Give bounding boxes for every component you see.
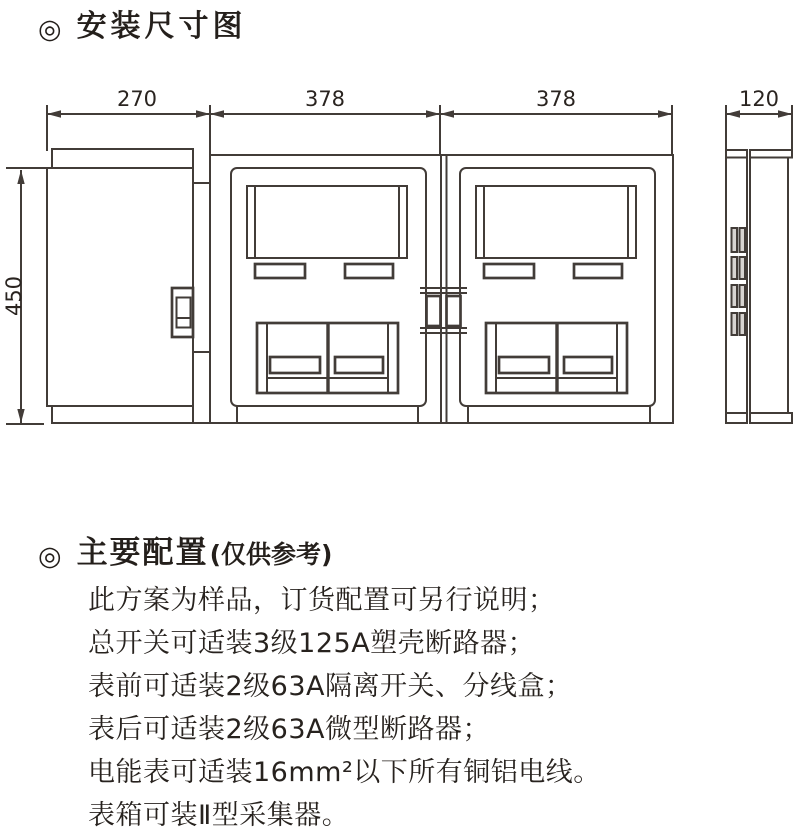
config-notes — [88, 579, 601, 837]
double-circle-bullet-icon: ◎ — [38, 541, 62, 572]
install-dim-title: 安装尺寸图 — [76, 9, 247, 44]
config-line-3: 表前可适装2级63A隔离开关、分线盒； — [88, 671, 573, 702]
dim-label-120: 120 — [738, 87, 780, 111]
dim-label-378-right: 378 — [535, 87, 577, 111]
side-view — [726, 150, 792, 423]
config-title: 主要配置 — [76, 535, 209, 571]
front-view-left-door — [47, 149, 210, 423]
config-subtitle: (仅供参考) — [209, 540, 333, 569]
dim-label-450: 450 — [2, 275, 26, 317]
meter-panel-right — [460, 168, 655, 406]
dim-label-378-left: 378 — [304, 87, 346, 111]
dim-label-270: 270 — [116, 87, 158, 111]
config-line-5: 电能表可适装16mm²以下所有铜铝电线。 — [88, 757, 601, 788]
meter-panel-left — [231, 168, 426, 406]
config-line-1: 此方案为样品，订货配置可另行说明； — [88, 585, 556, 616]
config-line-4: 表后可适装2级63A微型断路器； — [88, 714, 491, 745]
double-circle-bullet-icon: ◎ — [38, 14, 62, 45]
config-line-6: 表箱可装Ⅱ型采集器。 — [88, 800, 350, 831]
config-header — [38, 527, 332, 572]
config-line-2: 总开关可适装3级125A塑壳断路器； — [88, 628, 536, 659]
